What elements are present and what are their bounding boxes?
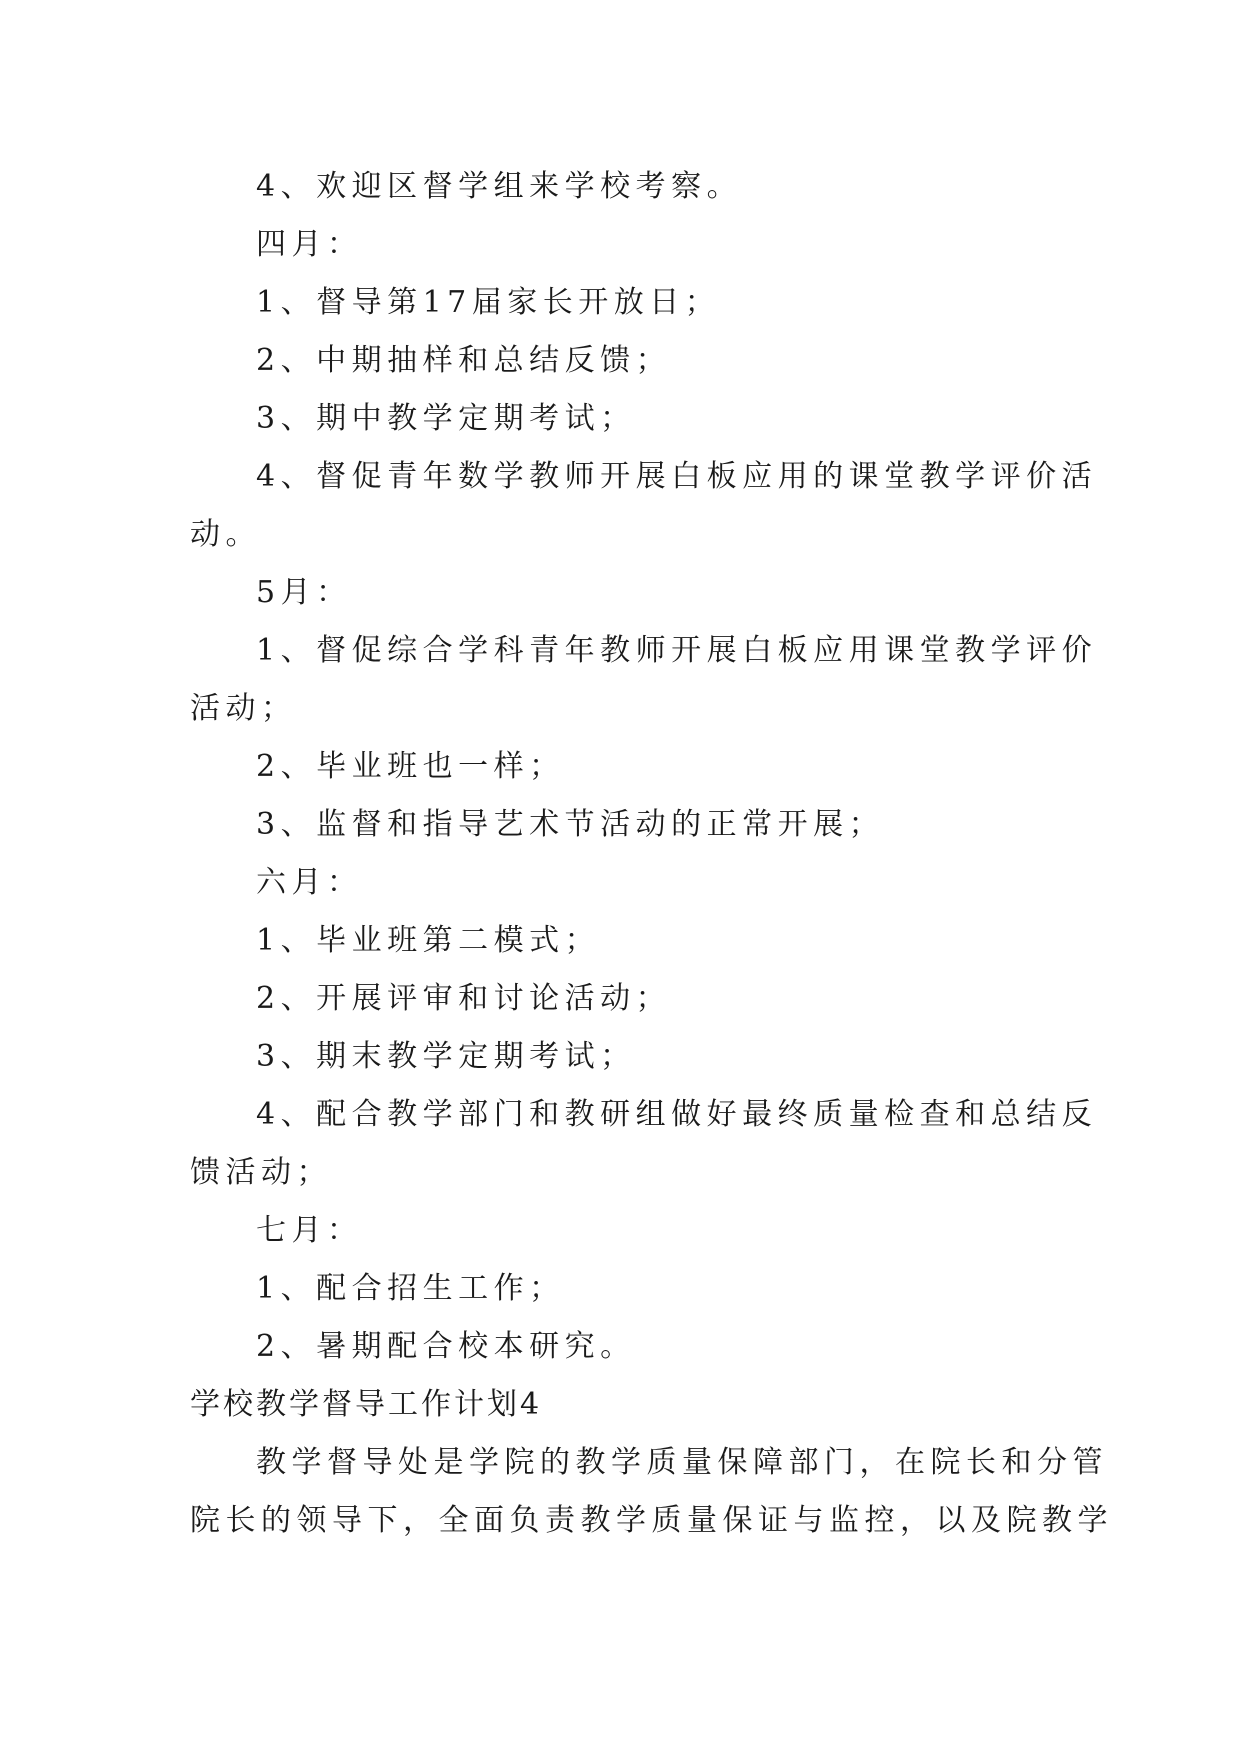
paragraph-line: 3、监督和指导艺术节活动的正常开展； — [256, 807, 885, 842]
paragraph-line: 1、督促综合学科青年教师开展白板应用课堂教学评价 — [256, 633, 1098, 668]
section-title: 学校教学督导工作计划4 — [190, 1387, 543, 1422]
paragraph-line: 教学督导处是学院的教学质量保障部门，在院长和分管 — [256, 1445, 1108, 1480]
paragraph-line: 1、配合招生工作； — [256, 1271, 565, 1306]
paragraph-line-continued: 活动； — [190, 691, 297, 726]
paragraph-line-continued: 院长的领导下，全面负责教学质量保证与监控，以及院教学 — [190, 1503, 1113, 1538]
paragraph-line: 1、督导第17届家长开放日； — [256, 285, 721, 320]
paragraph-line: 2、暑期配合校本研究。 — [256, 1329, 636, 1364]
paragraph-line: 2、毕业班也一样； — [256, 749, 565, 784]
paragraph-line: 4、配合教学部门和教研组做好最终质量检查和总结反 — [256, 1097, 1098, 1132]
paragraph-line: 3、期中教学定期考试； — [256, 401, 636, 436]
paragraph-line: 3、期末教学定期考试； — [256, 1039, 636, 1074]
paragraph-line-continued: 馈活动； — [190, 1155, 332, 1190]
paragraph-line: 4、督促青年数学教师开展白板应用的课堂教学评价活 — [256, 459, 1098, 494]
month-heading-april: 四月： — [256, 227, 363, 262]
paragraph-line: 2、开展评审和讨论活动； — [256, 981, 672, 1016]
month-heading-may: 5月： — [256, 575, 352, 610]
month-heading-july: 七月： — [256, 1213, 363, 1248]
paragraph-line: 4、欢迎区督学组来学校考察。 — [256, 169, 743, 204]
paragraph-line-continued: 动。 — [190, 517, 261, 552]
document-body — [190, 158, 1113, 1550]
month-heading-june: 六月： — [256, 865, 363, 900]
paragraph-line: 2、中期抽样和总结反馈； — [256, 343, 672, 378]
paragraph-line: 1、毕业班第二模式； — [256, 923, 601, 958]
